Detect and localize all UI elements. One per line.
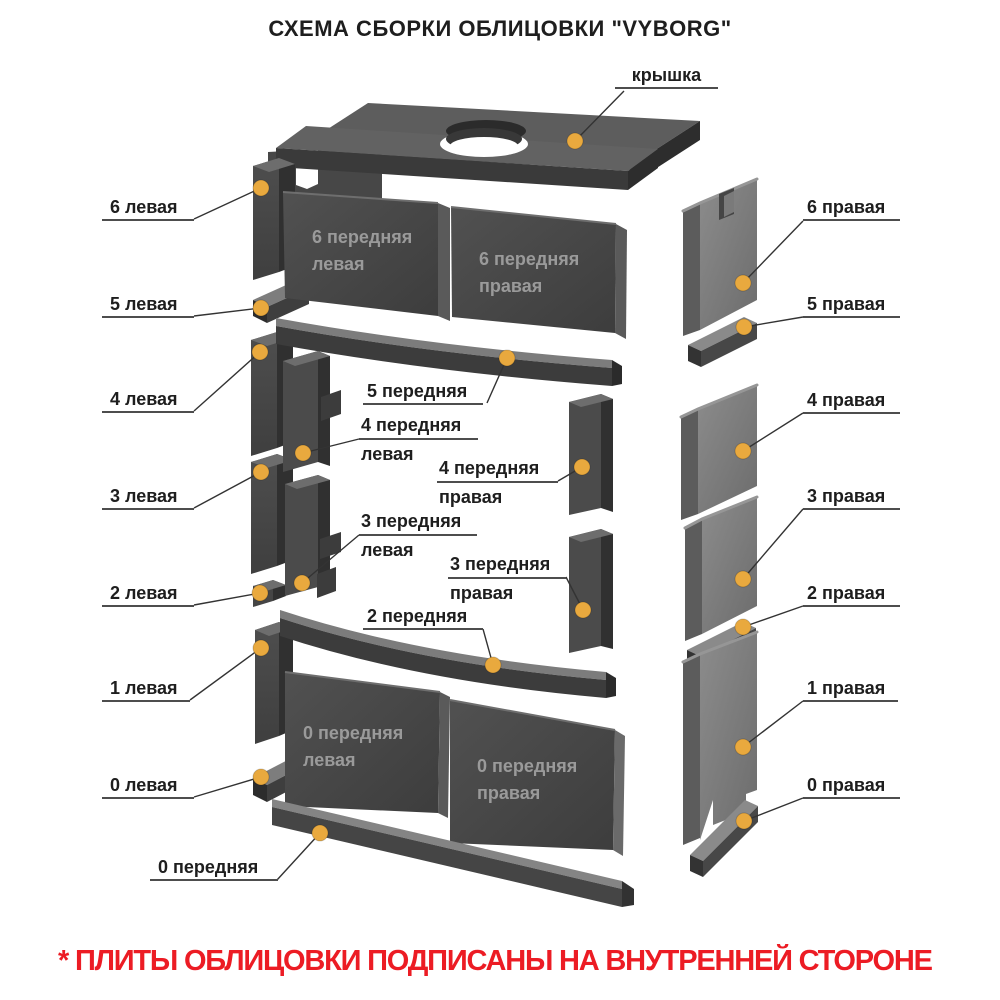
label-4-right: 4 правая [803, 391, 900, 414]
marker-dot [253, 640, 269, 656]
label-3-right: 3 правая [803, 487, 900, 510]
marker-dot [253, 769, 269, 785]
panel-label-0-front-left: 0 передняя левая [303, 723, 404, 770]
label-5-right: 5 правая [803, 295, 900, 318]
part-6-right [683, 179, 757, 336]
label-cover [615, 66, 718, 89]
marker-dot [253, 300, 269, 316]
marker-dot [294, 575, 310, 591]
marker-dot [312, 825, 328, 841]
marker-dot [735, 275, 751, 291]
panel-label-6-front-right: 6 передняя правая [479, 249, 580, 296]
label-4-front-right: 4 передняя правая [437, 459, 558, 506]
marker-dot [735, 619, 751, 635]
label-3-left: 3 левая [102, 487, 194, 510]
marker-dot [736, 813, 752, 829]
marker-dot [735, 571, 751, 587]
marker-dot [735, 443, 751, 459]
label-6-left: 6 левая [102, 198, 194, 221]
label-0-front: 0 передняя [150, 858, 278, 881]
label-4-left: 4 левая [102, 390, 194, 413]
label-5-left: 5 левая [102, 295, 194, 318]
marker-dot [567, 133, 583, 149]
label-2-front: 2 передняя [363, 607, 483, 630]
part-4-front-right-bar [569, 394, 613, 515]
marker-dot [253, 464, 269, 480]
label-2-left: 2 левая [102, 584, 194, 607]
label-cover-text: крышка [631, 65, 702, 85]
label-3-front-left: 3 передняя левая [359, 512, 477, 559]
label-2-right: 2 правая [803, 584, 900, 607]
marker-dot [252, 585, 268, 601]
marker-dot [575, 602, 591, 618]
marker-dot [736, 319, 752, 335]
label-0-right: 0 правая [803, 776, 900, 799]
label-3-front-right: 3 передняя правая [448, 555, 566, 602]
label-1-right: 1 правая [803, 679, 898, 702]
page-title: СХЕМА СБОРКИ ОБЛИЦОВКИ "VYBORG" [268, 16, 732, 41]
label-1-left: 1 левая [102, 679, 190, 702]
marker-dot [735, 739, 751, 755]
marker-dot [574, 459, 590, 475]
part-3-front-right-bar [569, 529, 613, 653]
marker-dot [295, 445, 311, 461]
footnote-warning: * ПЛИТЫ ОБЛИЦОВКИ ПОДПИСАНЫ НА ВНУТРЕННЕЙ СТОРОНЕ [58, 945, 932, 977]
panel-label-6-front-left: 6 передняя левая [312, 227, 413, 274]
marker-dot [485, 657, 501, 673]
marker-dot [252, 344, 268, 360]
label-5-front: 5 передняя [363, 382, 483, 405]
label-0-left: 0 левая [102, 776, 194, 799]
marker-dot [253, 180, 269, 196]
marker-dot [499, 350, 515, 366]
label-4-front-left: 4 передняя левая [359, 416, 478, 463]
label-6-right: 6 правая [803, 198, 900, 221]
panel-label-0-front-right: 0 передняя правая [477, 756, 578, 803]
